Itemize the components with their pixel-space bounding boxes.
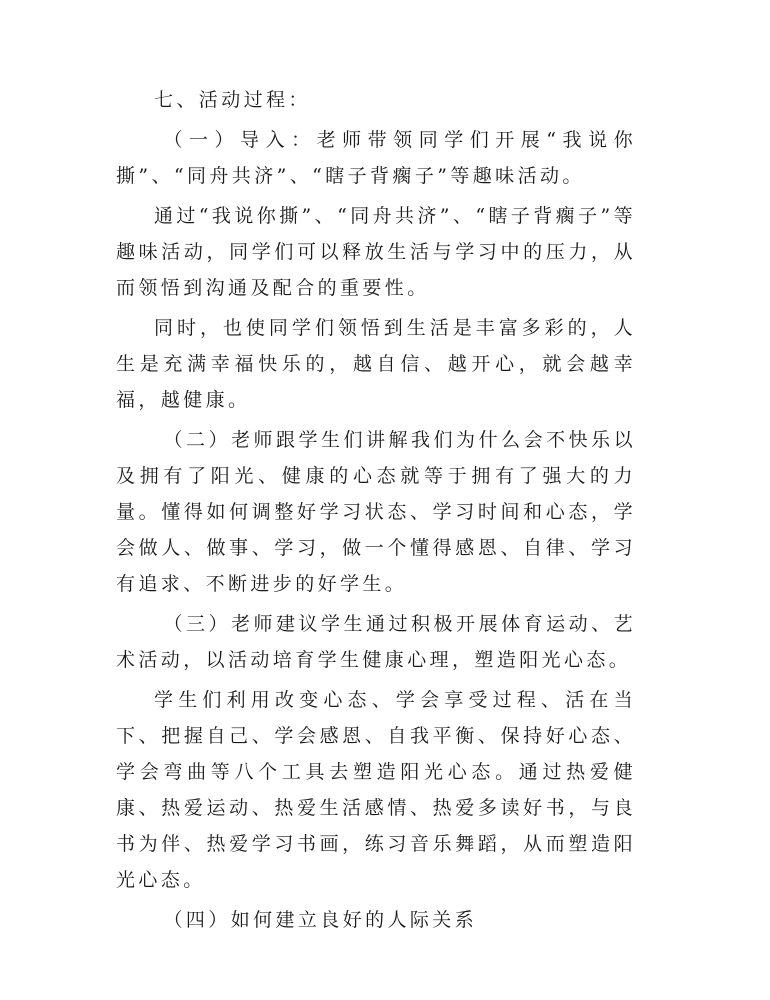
paragraph-teacher-explanation: （二）老师跟学生们讲解我们为什么会不快乐以及拥有了阳光、健康的心态就等于拥有了强大的力量。懂得如何调整好学习状态、学习时间和心态，学会做人、做事、学习，做一个懂得感恩、自律、学习有追求、不断进步的好学生。 (116, 429, 636, 595)
document-page (116, 82, 636, 938)
paragraph-activity-benefits: 通过“我说你撕”、“同舟共济”、“瞎子背瘸子”等趣味活动，同学们可以释放生活与学习中的压力，从而领悟到沟通及配合的重要性。 (116, 205, 636, 299)
paragraph-intro-activities: （一）导入：老师带领同学们开展“我说你撕”、“同舟共济”、“瞎子背瘸子”等趣味活动。 (116, 129, 636, 187)
paragraph-life-happiness: 同时，也使同学们领悟到生活是丰富多彩的，人生是充满幸福快乐的，越自信、越开心，就会越幸福，越健康。 (116, 317, 636, 411)
paragraph-teacher-suggestion: （三）老师建议学生通过积极开展体育运动、艺术活动，以活动培育学生健康心理，塑造阳光心态。 (116, 613, 636, 671)
section-heading-activity-process: 七、活动过程： (154, 89, 311, 111)
paragraph-sunny-mindset-tools: 学生们利用改变心态、学会享受过程、活在当下、把握自己、学会感恩、自我平衡、保持好心态、学会弯曲等八个工具去塑造阳光心态。通过热爱健康、热爱运动、热爱生活感情、热爱多读好书，与良书为伴、热爱学习书画，练习音乐舞蹈，从而塑造阳光心态。 (116, 689, 636, 891)
paragraph-interpersonal-relations: （四）如何建立良好的人际关系 (163, 909, 478, 931)
